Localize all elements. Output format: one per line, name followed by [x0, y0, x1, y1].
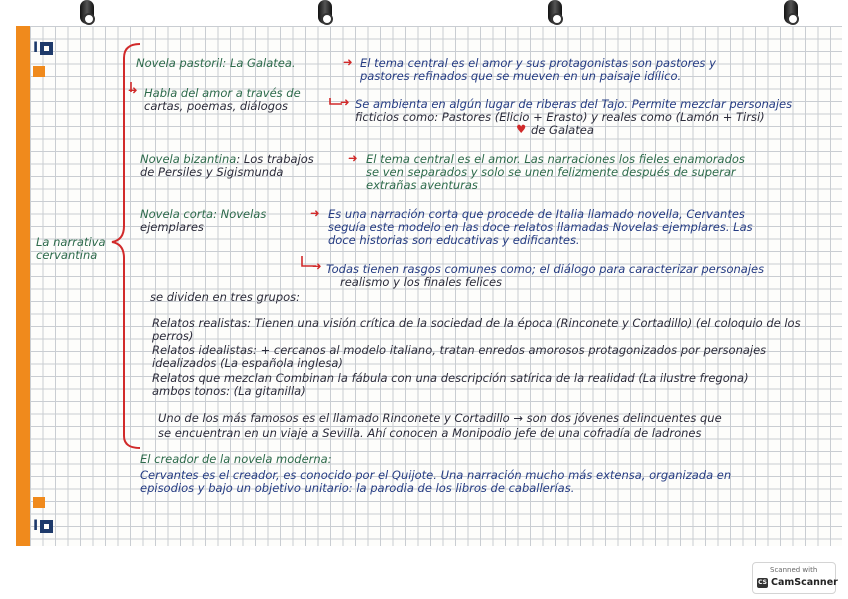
famous-novel-line2: se encuentran en un viaje a Sevilla. Ahí conocen a Monipodio jefe de una cofradía de ladrones [158, 426, 702, 440]
main-topic-line1: La narrativa [36, 235, 106, 249]
corta-description-line1: Es una narración corta que procede de Italia llamado novella, Cervantes [328, 207, 745, 221]
corta-description-line3: doce historias son educativas y edificantes. [328, 233, 580, 247]
corta-heading [140, 208, 266, 221]
main-topic-line2: cervantina [36, 248, 98, 262]
pastoril-setting-line1: Se ambienta en algún lugar de riberas del Tajo. Permite mezclar personajes [355, 97, 793, 111]
group-mezclan-line2: ambos tonos: (La gitanilla) [152, 384, 306, 398]
bizantina-description-line2: se ven separados y solo se unen felizmente después de superar [366, 165, 736, 179]
arrow-icon: ➜ [312, 259, 322, 273]
arrow-icon: ➜ [340, 95, 350, 109]
bizantina-heading-title: Novela bizantina [140, 152, 237, 166]
famous-novel-line1: Uno de los más famosos es el llamado Rinconete y Cortadillo → son dos jóvenes delincuentes que [158, 411, 722, 425]
arrow-icon: ➜ [348, 151, 358, 165]
moderna-text-line1: Cervantes es el creador, es conocido por el Quijote. Una narración mucho más extensa, organizada en [140, 468, 732, 482]
group-realistas-line1: Relatos realistas: Tienen una visión crítica de la sociedad de la época (Rinconete y Cortadillo) (el coloquio de los [152, 316, 801, 330]
notebook-logo-top: I [33, 40, 59, 56]
corta-groups-intro: se dividen en tres grupos: [150, 290, 301, 304]
arrow-icon: ➜ [128, 83, 138, 97]
pastoril-description-line2: pastores refinados que se mueven en un paisaje idílico. [360, 69, 682, 83]
group-realistas-line2: perros) [152, 329, 194, 343]
notebook-logo-bottom: I [33, 518, 59, 534]
corta-heading-title: Novela corta [140, 207, 214, 221]
corta-features-line2: realismo y los finales felices [340, 275, 503, 289]
corta-heading-rest: : Novelas [213, 207, 267, 221]
bizantina-heading [140, 153, 314, 166]
pastoril-heading: Novela pastoril: La Galatea. [136, 56, 296, 70]
corta-heading-line2: ejemplares [140, 220, 204, 234]
bizantina-description-line1: El tema central es el amor. Las narraciones los fieles enamorados [366, 152, 745, 166]
corta-description-line2: seguía este modelo en las doce relatos llamadas Novelas ejemplares. Las [328, 220, 753, 234]
moderna-heading: El creador de la novela moderna: [140, 452, 332, 466]
group-idealistas-line1: Relatos idealistas: + cercanos al modelo italiano, tratan enredos amorosos protagonizados por personajes [152, 343, 767, 357]
scanner-badge [752, 562, 836, 594]
moderna-text-line2: episodios y bajo un objetivo unitario: la parodia de los libros de caballerías. [140, 481, 575, 495]
pastoril-heart-note: de Galatea [531, 123, 594, 137]
pastoril-subheading-line2: cartas, poemas, diálogos [144, 99, 289, 113]
arrow-icon: ➜ [310, 206, 320, 220]
pastoril-description-line1: El tema central es el amor y sus protagonistas son pastores y [360, 56, 716, 70]
bizantina-description-line3: extrañas aventuras [366, 178, 478, 192]
group-mezclan-line1: Relatos que mezclan Combinan la fábula con una descripción satírica de la realidad (La ilustre fregona) [152, 371, 749, 385]
group-idealistas-line2: idealizados (La española inglesa) [152, 356, 343, 370]
bizantina-heading-line2: de Persiles y Sigismunda [140, 165, 284, 179]
badge-line1: Scanned with [770, 566, 818, 574]
badge-line2: CamScanner [771, 577, 838, 588]
corta-features-line1: Todas tienen rasgos comunes como; el diálogo para caracterizar personajes [326, 262, 765, 276]
camscanner-icon: CS [758, 579, 767, 586]
pastoril-setting-line2: ficticios como: Pastores (Elicio + Erasto) y reales como (Lamón + Tirsi) [355, 110, 765, 124]
bizantina-heading-rest: : Los trabajos [236, 152, 314, 166]
arrow-icon: ➜ [343, 55, 353, 69]
heart-icon: ♥ [516, 122, 527, 136]
pastoril-subheading-line1: Habla del amor a través de [144, 86, 301, 100]
